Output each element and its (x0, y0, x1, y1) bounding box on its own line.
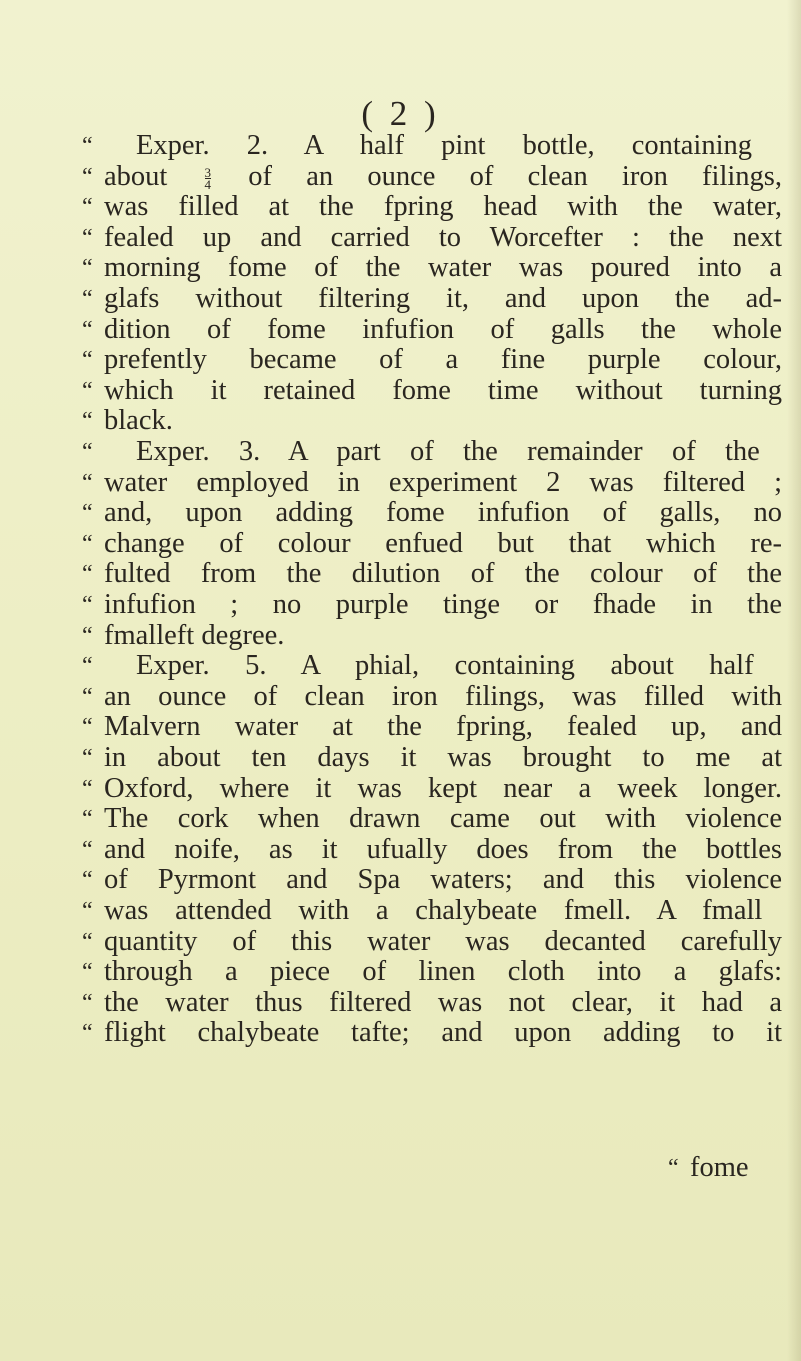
line-text: Malvern water at the fpring, fealed up, and (104, 711, 782, 743)
opening-quote-mark: “ (82, 347, 93, 374)
line-text: fmalleft degree. (104, 619, 285, 651)
line-text: dition of fome infufion of galls the whole (104, 313, 782, 345)
line-text: an ounce of clean iron filings, was filled with (104, 680, 782, 712)
line-text: morning fome of the water was poured into a (104, 252, 782, 284)
opening-quote-mark: “ (82, 592, 93, 618)
opening-quote-mark: “ (82, 500, 93, 527)
line-text: The cork when drawn came out with violence (104, 803, 782, 835)
opening-quote-mark: “ (82, 255, 93, 282)
line-text: in about ten days it was brought to me at (104, 742, 782, 773)
opening-quote-mark: “ (82, 745, 93, 771)
line-text: Oxford, where it was kept near a week longer. (104, 772, 782, 804)
opening-quote-mark: “ (82, 775, 93, 802)
opening-quote-mark: “ (82, 469, 93, 496)
line-text: infufion ; no purple tinge or fhade in the (104, 589, 782, 620)
opening-quote-mark: “ (82, 561, 93, 588)
opening-quote-mark: “ (82, 867, 93, 894)
line-text: and, upon adding fome infufion of galls, no (104, 497, 782, 529)
fraction-denominator: 4 (204, 176, 212, 192)
fraction-three-quarters (204, 164, 212, 192)
opening-quote-mark: “ (668, 1155, 679, 1181)
opening-quote-mark: “ (82, 714, 93, 741)
opening-quote-mark: “ (82, 408, 93, 435)
opening-quote-mark: “ (82, 530, 93, 557)
line-text-pre: about (104, 160, 168, 192)
opening-quote-mark: “ (82, 439, 93, 465)
opening-quote-mark: “ (82, 898, 93, 924)
opening-quote-mark: “ (82, 653, 93, 680)
line-text: quantity of this water was decanted carefully (104, 925, 782, 957)
line-text: change of colour enfued but that which re- (104, 527, 782, 559)
catchword-text: fome (690, 1152, 749, 1183)
catchword (668, 1148, 778, 1188)
fraction-numerator: 3 (204, 164, 212, 180)
line-text: water employed in experiment 2 was filtered ; (104, 466, 782, 498)
line-text: flight chalybeate tafte; and upon adding to it (104, 1017, 782, 1049)
line-text: glafs without filtering it, and upon the ad- (104, 283, 782, 314)
opening-quote-mark: “ (82, 194, 93, 221)
opening-quote-mark: “ (82, 622, 93, 649)
line-text: which it retained fome time without turning (104, 374, 782, 406)
opening-quote-mark: “ (82, 286, 93, 312)
opening-quote-mark: “ (82, 928, 93, 955)
line-text: fealed up and carried to Worcefter : the next (104, 221, 782, 253)
opening-quote-mark: “ (82, 377, 93, 404)
line-text: was attended with a chalybeate fmell. A fmall (104, 895, 763, 926)
opening-quote-mark: “ (82, 316, 93, 343)
line-text-post: of an ounce of clean iron filings, (248, 160, 782, 192)
text-line (82, 1013, 782, 1053)
opening-quote-mark: “ (82, 224, 93, 251)
opening-quote-mark: “ (82, 1020, 93, 1047)
opening-quote-mark: “ (82, 989, 93, 1016)
line-text: Exper. 3. A part of the remainder of the (136, 436, 760, 467)
line-text: of Pyrmont and Spa waters; and this violence (104, 864, 782, 896)
line-text: was filled at the fpring head with the water, (104, 191, 782, 223)
line-text: and noife, as it ufually does from the bottles (104, 833, 782, 865)
opening-quote-mark: “ (82, 163, 93, 190)
opening-quote-mark: “ (82, 836, 93, 863)
page-number: ( 2 ) (361, 94, 440, 133)
opening-quote-mark: “ (82, 683, 93, 710)
line-text: the water thus filtered was not clear, it had a (104, 986, 782, 1018)
page-edge-shadow (787, 0, 801, 1361)
line-text: fulted from the dilution of the colour of the (104, 558, 782, 590)
line-text: through a piece of linen cloth into a glafs: (104, 956, 782, 988)
line-text: Exper. 5. A phial, containing about half (136, 650, 754, 682)
line-text: Exper. 2. A half pint bottle, containing (136, 130, 753, 161)
opening-quote-mark: “ (82, 959, 93, 986)
line-text: prefently became of a fine purple colour, (104, 344, 782, 376)
line-text: black. (104, 405, 173, 437)
opening-quote-mark: “ (82, 133, 93, 159)
opening-quote-mark: “ (82, 806, 93, 833)
